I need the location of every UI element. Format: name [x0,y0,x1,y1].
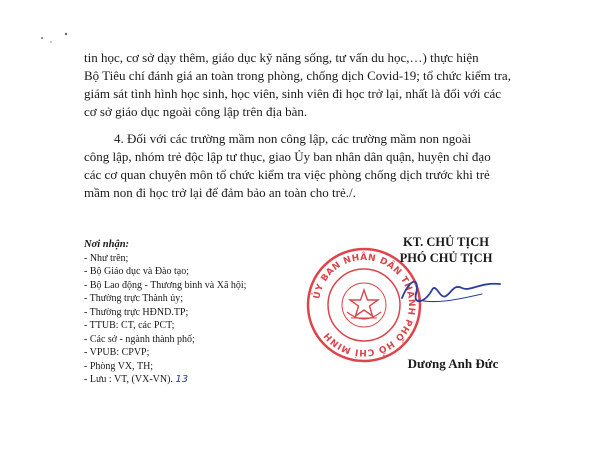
recipient-item: - Phòng VX, TH; [84,360,154,372]
recipient-item: - Bộ Giáo dục và Đào tạo; [84,266,189,277]
body-line: Bộ Tiêu chí đánh giá an toàn trong phòng, chống dịch Covid-19; tổ chức kiểm tra, [84,68,511,83]
recipient-item: - Bộ Lao động - Thương binh và Xã hội; [84,279,247,291]
recipient-item-archive [84,373,314,387]
body-line: các cơ quan chuyên môn tổ chức kiểm tra việc phòng chống dịch trước khi trẻ [84,167,490,182]
recipient-item: - Thường trực HĐND.TP; [84,306,189,318]
recipients-list [84,238,314,387]
signature-title-line1: KT. CHỦ TỊCH [402,235,489,249]
handwritten-count: 13 [175,374,189,385]
recipient-item: - Thường trực Thành ủy; [84,293,184,304]
signer-name: Dương Anh Đức [407,356,499,371]
body-paragraph-3 [84,49,564,121]
seal-text: ỦY BAN NHÂN DÂN THÀNH PHỐ HỒ CHÍ MINH [312,252,417,358]
recipient-item: - Các sở - ngành thành phố; [84,333,195,345]
signature-block [356,234,536,266]
handwritten-signature [396,270,506,312]
emblem-star-icon [342,283,386,327]
body-line: giám sát tình hình học sinh, học viên, sinh viên đi học trở lại, nhất là đối với các [84,86,502,101]
recipient-item: - Như trên; [84,252,129,264]
recipient-item-text: - Lưu : VT, (VX-VN). [84,374,173,385]
recipient-item: - VPUB: CPVP; [84,347,150,358]
body-line: 4. Đối với các trường mầm non công lập, các trường mầm non ngoài [114,131,472,146]
body-line: công lập, nhóm trẻ độc lập tư thục, giao Ủy ban nhân dân quận, huyện chỉ đạo [84,149,491,164]
body-line: mầm non đi học trở lại để đảm bảo an toàn cho trẻ./. [84,185,356,200]
body-line: cơ sở giáo dục ngoài công lập trên địa bàn. [84,104,308,119]
recipient-item: - TTUB: CT, các PCT; [84,320,175,331]
recipients-items [84,252,314,387]
body-line: tin học, cơ sở dạy thêm, giáo dục kỹ năng sống, tư vấn du học,…) thực hiện [84,50,479,65]
body-paragraph-4 [84,130,564,202]
recipients-title: Nơi nhận: [84,239,130,250]
signature-title-line2: PHÓ CHỦ TỊCH [399,251,493,265]
